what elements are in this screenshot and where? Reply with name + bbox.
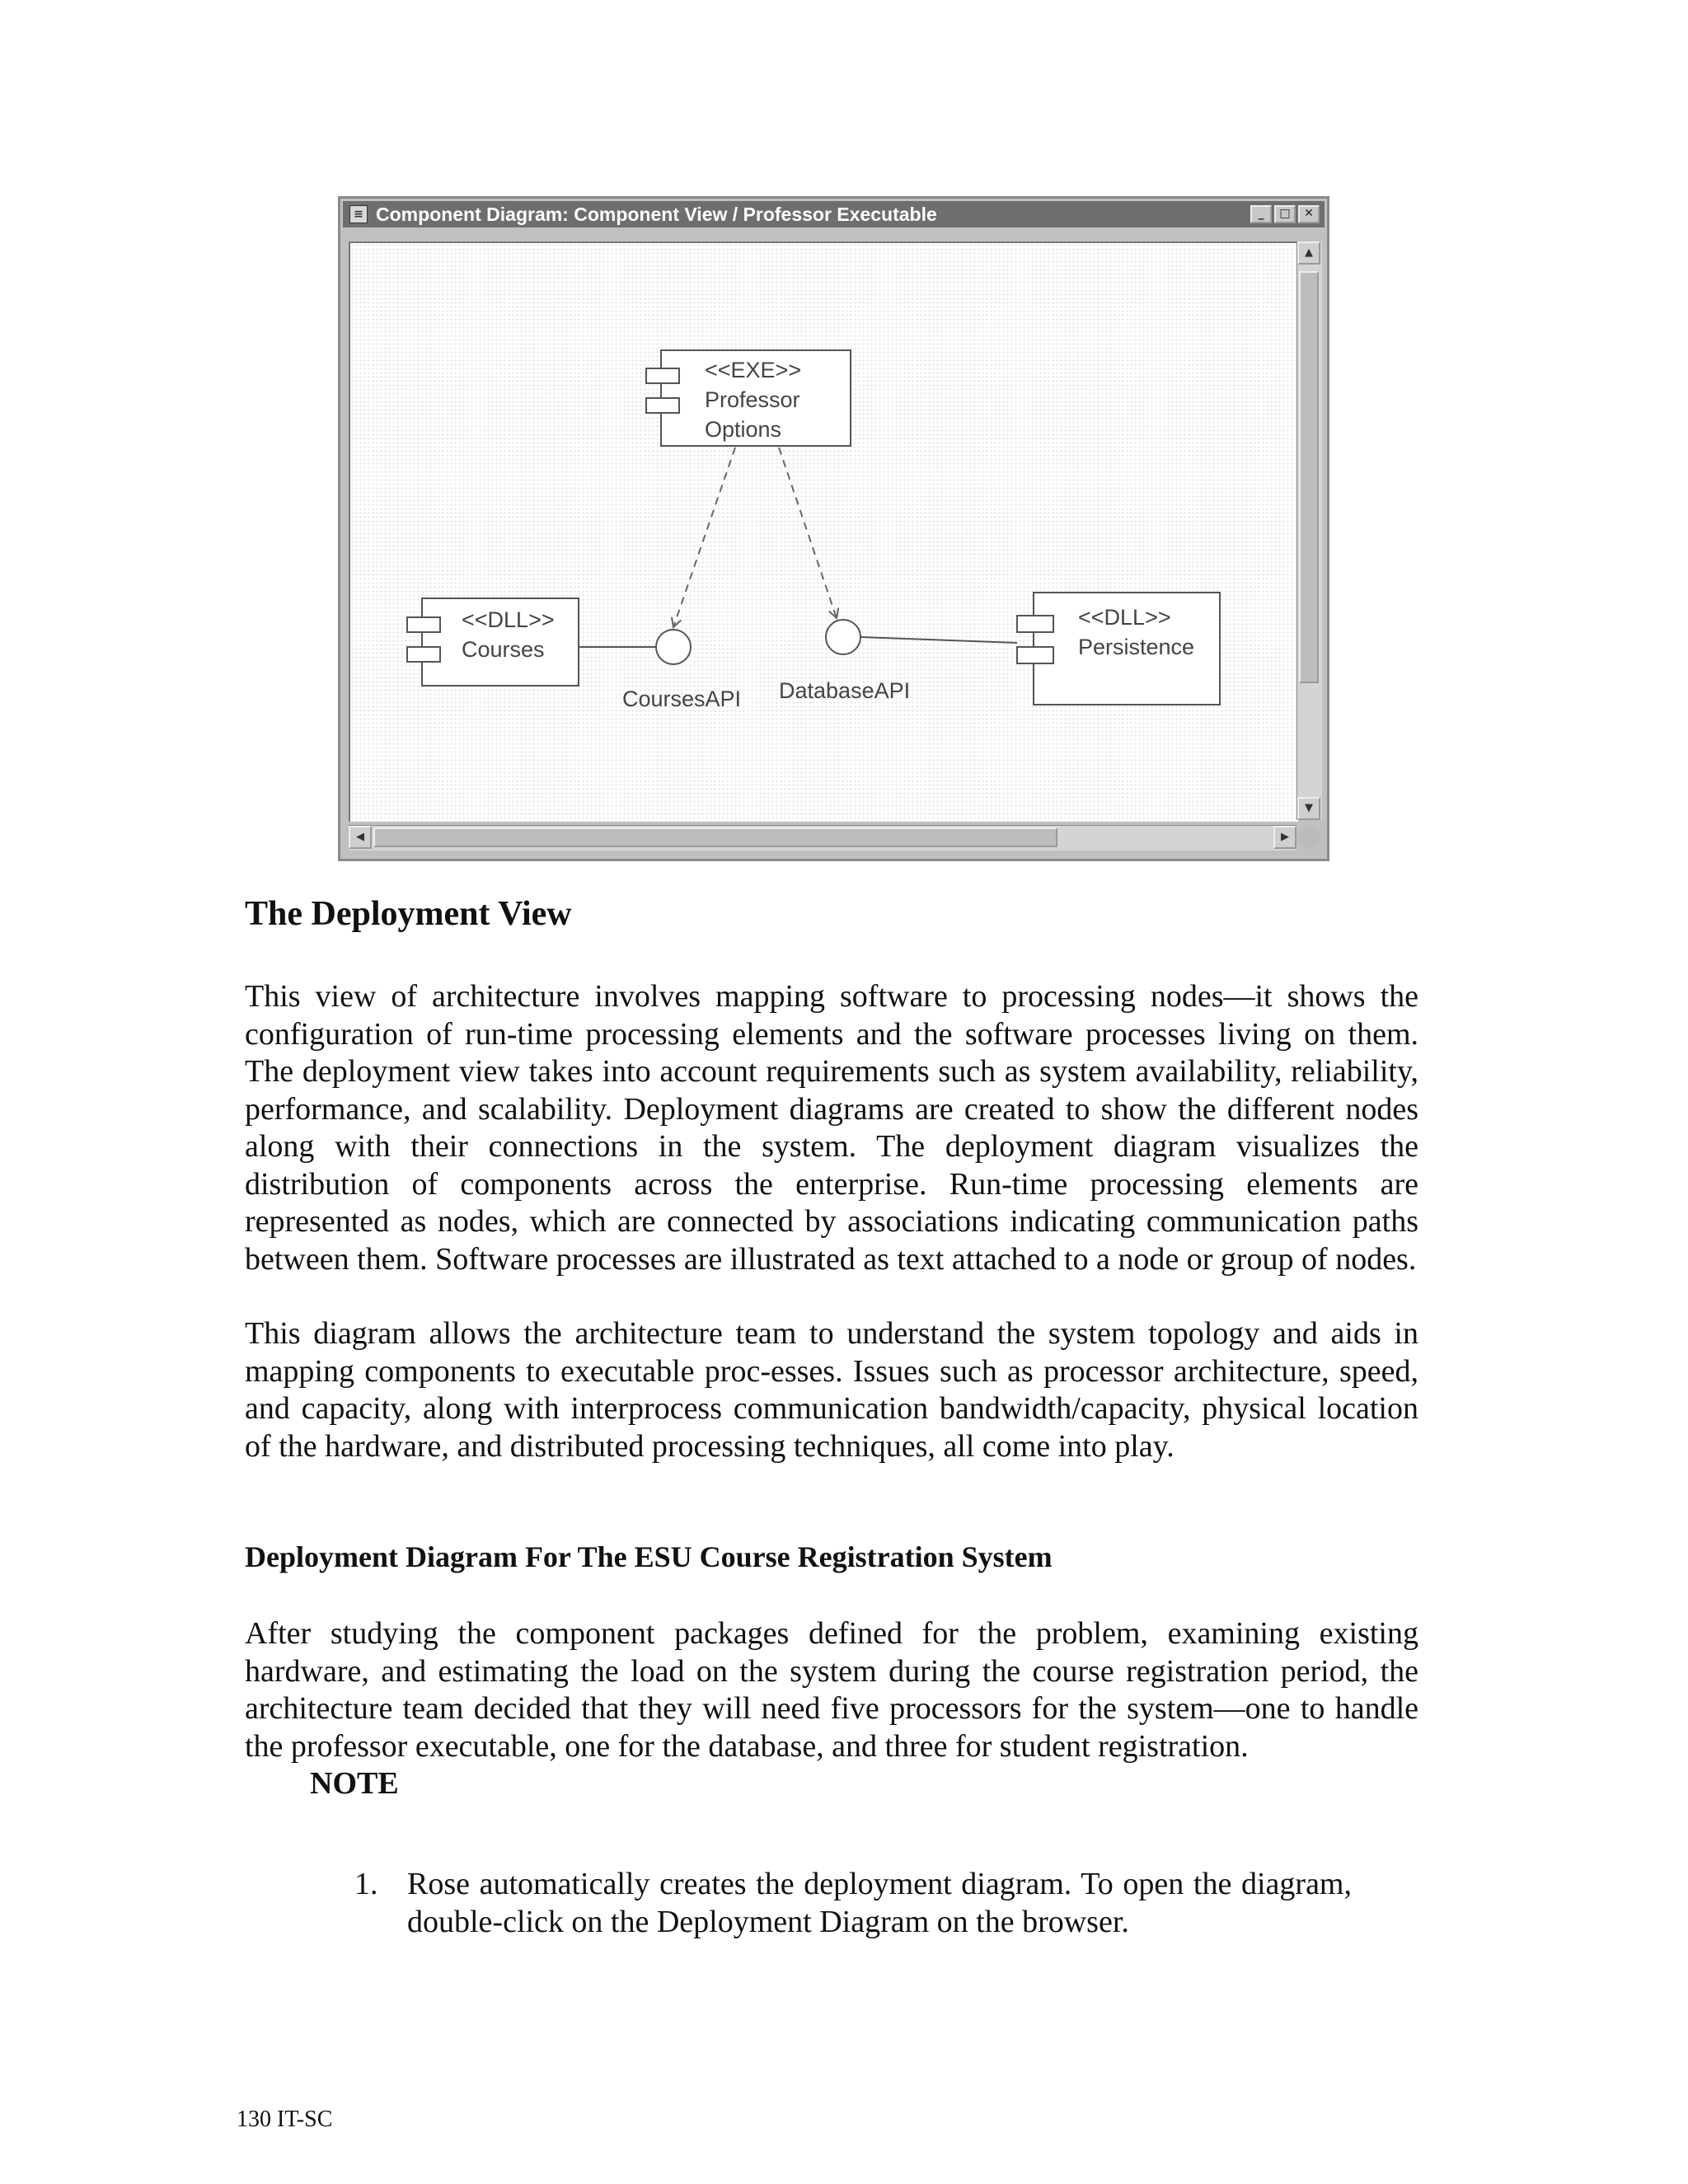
maximize-icon[interactable]: □ [1274,205,1296,223]
persistence-component[interactable] [1017,593,1220,705]
subsection-heading: Deployment Diagram For The ESU Course Registration System [245,1540,1053,1573]
persistence-name: Persistence [1078,635,1195,659]
vertical-scroll-thumb[interactable] [1299,271,1319,683]
courses-stereotype: <<DLL>> [462,607,555,632]
page-footer: 130 IT-SC [237,2107,333,2132]
minimize-icon[interactable]: _ [1250,205,1272,223]
horizontal-scrollbar[interactable] [349,825,1296,851]
paragraph-1: This view of architecture involves mapping software to processing nodes—it shows the configuration of run-time processing elements and the software processes living on them. The deployment view takes into account requirements such as system availability, reliability, performance, and scalability. Deployment diagrams are created to show the different nodes along with their connections in the system. The deployment diagram visualizes the distribution of components across the enterprise. Run-time processing elements are represented as nodes, which are connected by associations indicating communication paths between them. Software processes are illustrated as text attached to a node or group of nodes. [245,979,1418,1277]
professor-stereotype: <<EXE>> [705,358,802,382]
courses-api-interface[interactable] [656,630,691,664]
note-label: NOTE [310,1766,399,1801]
database-api-label: DatabaseAPI [779,678,911,703]
list-item [354,1866,1352,1941]
vertical-scrollbar[interactable] [1296,241,1322,820]
scroll-down-icon[interactable]: ▼ [1297,797,1320,820]
scroll-right-icon[interactable]: ▶ [1273,826,1296,849]
database-api-realization [860,637,1017,643]
close-icon[interactable]: ✕ [1298,205,1320,223]
diagram-canvas[interactable] [349,241,1298,822]
window-title: Component Diagram: Component View / Professor Executable [376,203,937,225]
horizontal-scroll-thumb[interactable] [373,827,1057,847]
paragraph-2: This diagram allows the architecture team to understand the system topology and aids in mapping components to executable proc-esses. Issues such as processor architecture, speed, and capacity, along with interprocess communication bandwidth/capacity, physical location of the hardware, and distributed processing techniques, all come into play. [245,1316,1418,1464]
section-heading: The Deployment View [245,895,572,933]
dependency-to-courses-api [673,448,735,627]
list-text: Rose automatically creates the deployment diagram. To open the diagram, double-click on the Deployment Diagram on the browser. [407,1867,1352,1939]
scroll-up-icon[interactable]: ▲ [1297,241,1320,265]
window-menu-icon[interactable]: ≡ [349,205,368,223]
courses-component[interactable] [407,598,579,686]
component-diagram-window [338,196,1329,861]
professor-name-line2: Options [705,417,782,442]
database-api-interface[interactable] [826,620,860,654]
courses-name: Courses [462,637,545,662]
window-titlebar [343,201,1325,227]
dependency-to-database-api [779,448,837,618]
professor-options-component[interactable] [646,350,851,446]
courses-api-label: CoursesAPI [622,687,742,711]
persistence-stereotype: <<DLL>> [1078,605,1171,630]
professor-name-line1: Professor [705,387,800,412]
list-number: 1. [354,1867,378,1901]
paragraph-3: After studying the component packages defined for the problem, examining existing hardware, and estimating the load on the system during the course registration period, the architecture team decided that they will need five processors for the system—one to handle the professor executable, one for the database, and three for student registration. [245,1616,1418,1764]
scroll-left-icon[interactable]: ◀ [349,826,372,849]
size-grip-icon[interactable] [1299,827,1320,849]
